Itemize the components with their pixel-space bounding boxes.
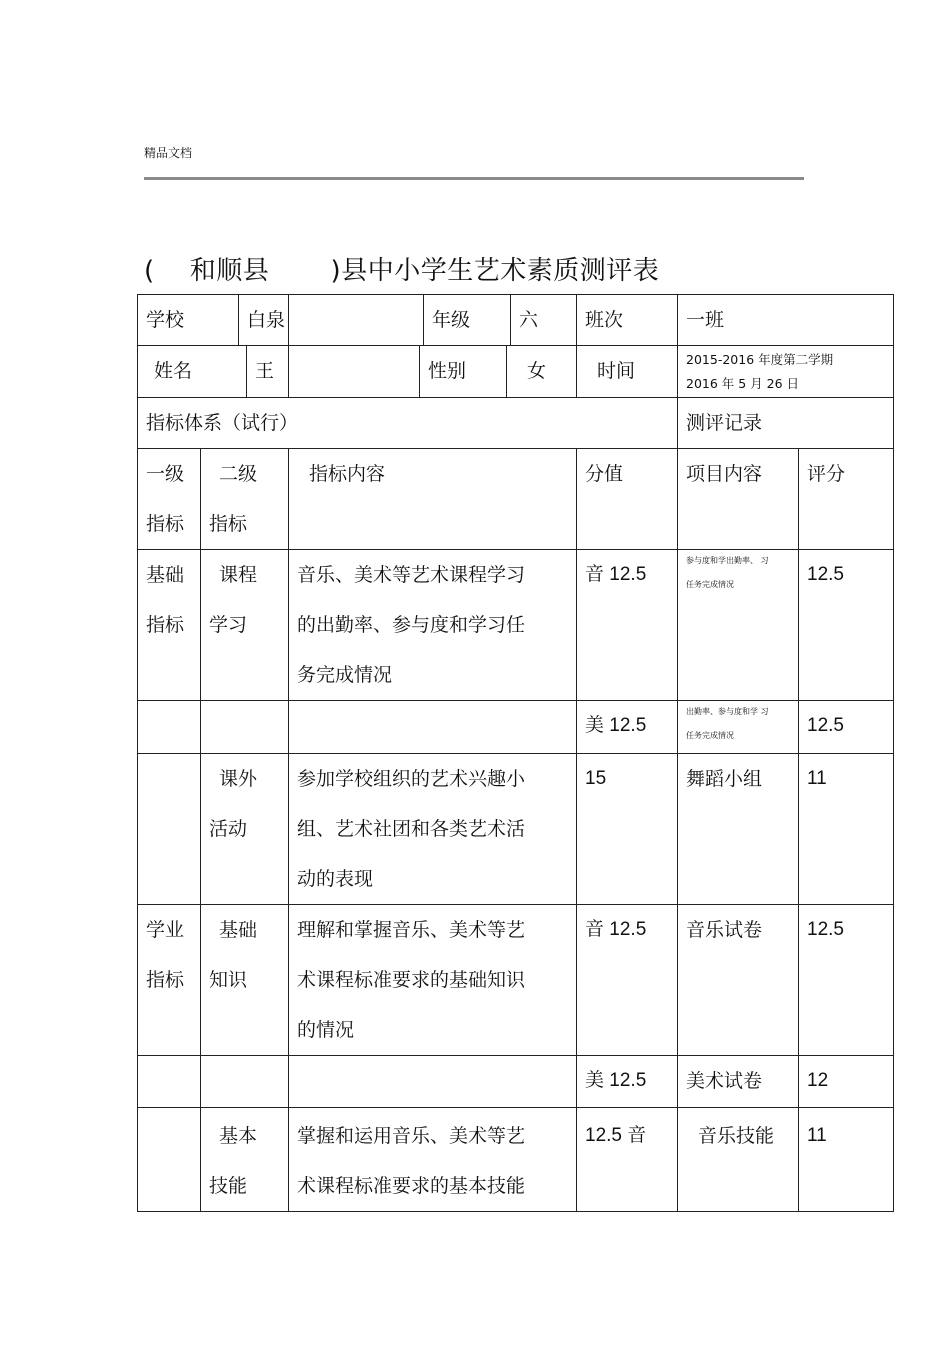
content-line: 音乐、美术等艺术课程学习 <box>297 564 526 586</box>
level1-line2: 指标 <box>146 969 185 991</box>
table-row <box>138 754 894 905</box>
item-cell: 音乐技能 <box>678 1108 799 1212</box>
item-cell <box>678 550 799 701</box>
item-cell: 美术试卷 <box>678 1056 799 1108</box>
value-cell: 美 12.5 <box>577 1056 678 1108</box>
content-line: 掌握和运用音乐、美术等艺 <box>297 1125 526 1147</box>
col-level1-line1: 一级 <box>146 463 185 485</box>
col-score: 评分 <box>799 449 894 550</box>
grade-value: 六 <box>510 295 576 345</box>
school-label: 学校 <box>138 295 239 345</box>
col-level2 <box>201 449 289 550</box>
header-divider <box>144 177 804 180</box>
info-row-name <box>138 346 894 398</box>
score-cell: 12.5 <box>799 905 894 1056</box>
table-row <box>138 905 894 1056</box>
school-value: 白泉 <box>247 309 286 331</box>
item-line: 参与度和学出勤率、 习 <box>686 556 769 565</box>
value-cell: 音 12.5 <box>577 550 678 701</box>
info-row-school <box>138 295 894 346</box>
score-cell: 12 <box>799 1056 894 1108</box>
time-label: 时间 <box>577 346 678 398</box>
name-value: 王 <box>255 360 275 382</box>
item-cell: 音乐试卷 <box>678 905 799 1056</box>
score-cell: 11 <box>799 1108 894 1212</box>
class-value: 一班 <box>678 295 894 346</box>
content-line: 参加学校组织的艺术兴趣小 <box>297 768 526 790</box>
header-label: 精品文档 <box>144 146 193 160</box>
content-cell <box>289 754 577 905</box>
content-cell <box>289 550 577 701</box>
col-score-value: 分值 <box>577 449 678 550</box>
level2-line1: 课程 <box>219 564 258 586</box>
content-line: 务完成情况 <box>297 664 393 686</box>
score-cell: 12.5 <box>799 550 894 701</box>
time-line-2: 2016 年 5 月 26 日 <box>686 376 800 391</box>
content-line: 理解和掌握音乐、美术等艺 <box>297 919 526 941</box>
level1-line2: 指标 <box>146 614 185 636</box>
level1-line1: 学业 <box>146 919 185 941</box>
col-level1-line2: 指标 <box>146 513 185 535</box>
score-cell: 11 <box>799 754 894 905</box>
name-value-spacer <box>289 346 419 397</box>
col-item: 项目内容 <box>678 449 799 550</box>
content-line: 动的表现 <box>297 868 374 890</box>
gender-label: 性别 <box>419 346 506 397</box>
item-line: 任务完成情况 <box>686 580 735 589</box>
item-cell <box>678 701 799 754</box>
level2-line1: 基本 <box>219 1125 258 1147</box>
value-cell: 音 12.5 <box>577 905 678 1056</box>
content-line: 的出勤率、参与度和学习任 <box>297 614 526 636</box>
content-line: 的情况 <box>297 1019 355 1041</box>
gender-value: 女 <box>506 346 576 397</box>
item-line: 出勤率、参与度和学 习 <box>686 707 769 716</box>
name-label: 姓名 <box>138 346 247 397</box>
index-system-heading: 指标体系（试行） <box>138 398 678 449</box>
assessment-table <box>137 294 894 1212</box>
time-line-1: 2015-2016 年度第二学期 <box>686 352 834 367</box>
col-level2-line1: 二级 <box>219 463 258 485</box>
level2-line1: 基础 <box>219 919 258 941</box>
level2-line2: 活动 <box>209 818 248 840</box>
item-line: 任务完成情况 <box>686 731 735 740</box>
section-row <box>138 398 894 449</box>
page-title: ( 和顺县 )县中小学生艺术素质测评表 <box>144 256 660 286</box>
level2-line1: 课外 <box>219 768 258 790</box>
col-level1 <box>138 449 201 550</box>
content-line: 术课程标准要求的基础知识 <box>297 969 526 991</box>
level2-line2: 学习 <box>209 614 248 636</box>
grade-label: 年级 <box>423 295 510 345</box>
table-row <box>138 550 894 701</box>
score-cell: 12.5 <box>799 701 894 754</box>
column-header-row <box>138 449 894 550</box>
value-cell: 15 <box>577 754 678 905</box>
value-cell: 12.5 音 <box>577 1108 678 1212</box>
content-line: 术课程标准要求的基本技能 <box>297 1175 526 1197</box>
time-value <box>678 346 894 398</box>
table-row <box>138 1108 894 1212</box>
content-cell <box>289 905 577 1056</box>
col-level2-line2: 指标 <box>209 513 248 535</box>
level2-line2: 知识 <box>209 969 248 991</box>
school-value-spacer <box>289 295 423 345</box>
content-line: 组、艺术社团和各类艺术活 <box>297 818 526 840</box>
table-row <box>138 1056 894 1108</box>
col-content: 指标内容 <box>289 449 577 550</box>
content-cell <box>289 1108 577 1212</box>
level1-line1: 基础 <box>146 564 185 586</box>
value-cell: 美 12.5 <box>577 701 678 754</box>
item-cell: 舞蹈小组 <box>678 754 799 905</box>
table-row <box>138 701 894 754</box>
record-heading: 测评记录 <box>678 398 894 449</box>
level2-line2: 技能 <box>209 1175 248 1197</box>
class-label: 班次 <box>577 295 678 346</box>
